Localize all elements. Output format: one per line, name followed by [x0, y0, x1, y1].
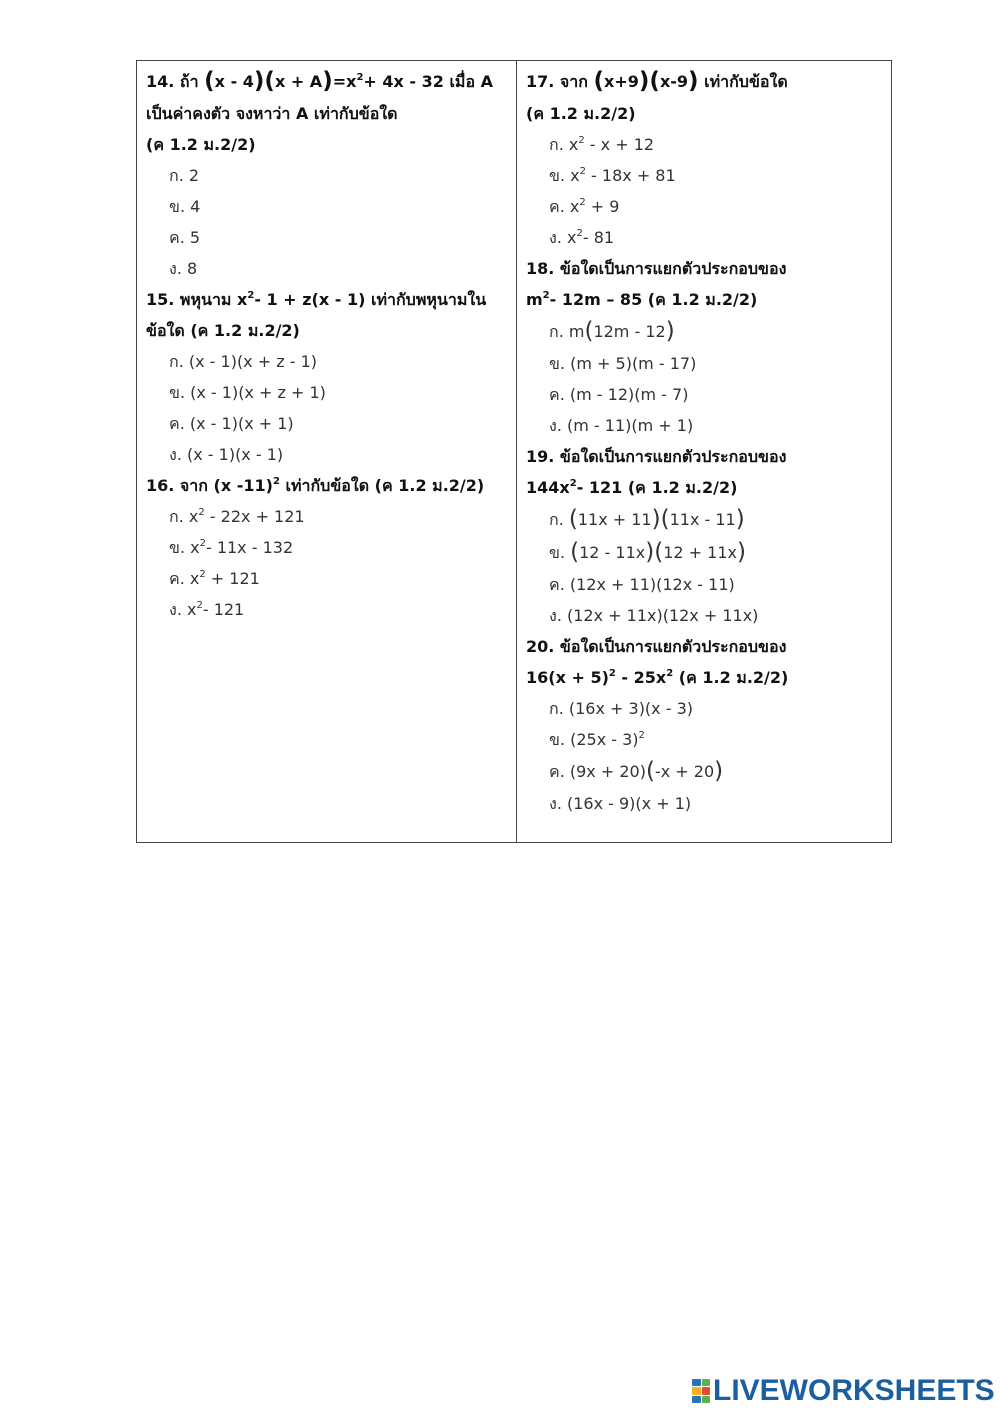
text-run: - 121 (ค 1.2 ม.2/2): [576, 478, 738, 497]
text-run: ค. (12x + 11)(12x - 11): [549, 575, 735, 594]
text-run: ค. x: [549, 197, 580, 216]
text-run: เท่ากับข้อใด: [698, 72, 788, 91]
answer-option[interactable]: [526, 600, 883, 631]
answer-option[interactable]: [146, 253, 508, 284]
large-paren: ): [322, 68, 333, 94]
text-run: 17. จาก: [526, 72, 594, 91]
text-run: - x + 12: [584, 135, 655, 154]
question-table: [136, 60, 892, 843]
large-paren: (: [584, 318, 594, 344]
text-run: (ค 1.2 ม.2/2): [526, 104, 636, 123]
text-run: x + A: [274, 72, 323, 91]
question-text: [526, 98, 883, 129]
question-text: [146, 315, 508, 346]
question-14: [146, 65, 508, 284]
text-run: ก. x: [169, 507, 199, 526]
superscript: 2: [579, 166, 586, 177]
superscript: 2: [198, 507, 205, 518]
text-run: + 121: [205, 569, 260, 588]
answer-option[interactable]: [526, 160, 883, 191]
answer-option[interactable]: [146, 563, 508, 594]
large-paren: ): [651, 506, 661, 532]
answer-option[interactable]: [146, 160, 508, 191]
text-run: ก. 2: [169, 166, 200, 185]
text-run: ข้อใด (ค 1.2 ม.2/2): [146, 321, 300, 340]
text-run: 16. จาก (x -11): [146, 476, 273, 495]
answer-option[interactable]: [526, 129, 883, 160]
answer-option[interactable]: [526, 379, 883, 410]
text-run: + 9: [585, 197, 620, 216]
question-19: [526, 441, 883, 631]
text-run: - 11x - 132: [205, 538, 294, 557]
text-run: ข. (m + 5)(m - 17): [549, 354, 697, 373]
question-17: [526, 65, 883, 253]
superscript: 2: [666, 668, 674, 679]
text-run: 14. ถ้า: [146, 72, 205, 91]
answer-option[interactable]: [146, 377, 508, 408]
large-paren: ): [735, 506, 745, 532]
text-run: ข. 4: [169, 197, 201, 216]
text-run: -x + 20: [654, 762, 715, 781]
superscript: 2: [247, 290, 255, 301]
question-18: [526, 253, 883, 441]
large-paren: (: [645, 758, 655, 784]
large-paren: (: [660, 506, 670, 532]
text-run: - 25x: [615, 668, 667, 687]
answer-option[interactable]: [526, 222, 883, 253]
answer-option[interactable]: [146, 532, 508, 563]
text-run: ค. (x - 1)(x + 1): [169, 414, 294, 433]
text-run: ค. 5: [169, 228, 201, 247]
answer-option[interactable]: [146, 594, 508, 625]
logo-text: LIVEWORKSHEETS: [713, 1374, 995, 1407]
text-run: x+9: [604, 72, 639, 91]
superscript: 2: [196, 600, 203, 611]
text-run: 18. ข้อใดเป็นการแยกตัวประกอบของ: [526, 259, 787, 278]
answer-option[interactable]: [526, 503, 883, 536]
question-text: [526, 472, 883, 503]
text-run: ข.: [549, 543, 571, 562]
text-run: (ค 1.2 ม.2/2): [673, 668, 789, 687]
text-run: ค. (m - 12)(m - 7): [549, 385, 689, 404]
left-column: [137, 61, 517, 842]
text-run: ง. (12x + 11x)(12x + 11x): [549, 606, 759, 625]
answer-option[interactable]: [146, 222, 508, 253]
large-paren: ): [714, 758, 724, 784]
answer-option[interactable]: [526, 724, 883, 755]
large-paren: ): [638, 68, 650, 94]
question-text: [146, 65, 508, 98]
answer-option[interactable]: [526, 410, 883, 441]
large-paren: (: [568, 506, 578, 532]
text-run: - 121: [202, 600, 245, 619]
text-run: ค. (9x + 20): [549, 762, 646, 781]
superscript: 2: [542, 290, 550, 301]
text-run: (ค 1.2 ม.2/2): [146, 135, 256, 154]
question-text: [146, 284, 508, 315]
text-run: ง. (x - 1)(x - 1): [169, 445, 284, 464]
large-paren: (: [264, 68, 275, 94]
large-paren: (: [649, 68, 660, 94]
text-run: - 12m – 85 (ค 1.2 ม.2/2): [549, 290, 758, 309]
answer-option[interactable]: [526, 348, 883, 379]
large-paren: (: [204, 68, 215, 94]
text-run: ง. x: [169, 600, 197, 619]
text-run: เท่ากับข้อใด (ค 1.2 ม.2/2): [279, 476, 485, 495]
question-text: [526, 631, 883, 662]
text-run: 144x: [526, 478, 570, 497]
liveworksheets-logo: [692, 1374, 995, 1408]
text-run: ข. x: [549, 166, 580, 185]
answer-option[interactable]: [146, 191, 508, 222]
answer-option[interactable]: [526, 191, 883, 222]
text-run: ก. (16x + 3)(x - 3): [549, 699, 694, 718]
text-run: - 22x + 121: [204, 507, 305, 526]
text-run: 12m - 12: [593, 322, 666, 341]
text-run: =x: [332, 72, 357, 91]
text-run: ข. (25x - 3): [549, 730, 639, 749]
question-text: [146, 470, 508, 501]
text-run: ก.: [549, 510, 569, 529]
text-run: 12 - 11x: [579, 543, 646, 562]
question-text: [146, 129, 508, 160]
question-text: [526, 65, 883, 98]
answer-option[interactable]: [146, 408, 508, 439]
large-paren: ): [736, 539, 746, 565]
text-run: ง. 8: [169, 259, 198, 278]
question-text: [526, 253, 883, 284]
question-text: [526, 284, 883, 315]
answer-option[interactable]: [526, 569, 883, 600]
text-run: ข. (x - 1)(x + z + 1): [169, 383, 326, 402]
answer-option[interactable]: [146, 439, 508, 470]
text-run: ค. x: [169, 569, 200, 588]
question-text: [526, 662, 883, 693]
text-run: - 1 + z(x - 1) เท่ากับพหุนามใน: [254, 290, 487, 309]
text-run: ง. (16x - 9)(x + 1): [549, 794, 692, 813]
superscript: 2: [638, 730, 645, 741]
superscript: 2: [578, 135, 585, 146]
question-20: [526, 631, 883, 819]
text-run: ข. x: [169, 538, 200, 557]
question-text: [526, 441, 883, 472]
answer-option[interactable]: [526, 693, 883, 724]
text-run: ก. m: [549, 322, 585, 341]
superscript: 2: [569, 478, 577, 489]
large-paren: ): [253, 68, 265, 94]
text-run: 11x - 11: [669, 510, 736, 529]
answer-option[interactable]: [526, 315, 883, 348]
large-paren: (: [570, 539, 580, 565]
answer-option[interactable]: [146, 501, 508, 532]
text-run: 11x + 11: [577, 510, 652, 529]
text-run: 16(x + 5): [526, 668, 609, 687]
superscript: 2: [356, 72, 364, 83]
superscript: 2: [576, 228, 583, 239]
text-run: 19. ข้อใดเป็นการแยกตัวประกอบของ: [526, 447, 787, 466]
superscript: 2: [199, 569, 206, 580]
text-run: + 4x - 32 เมื่อ A: [363, 72, 494, 91]
text-run: ก. x: [549, 135, 579, 154]
superscript: 2: [579, 197, 586, 208]
text-run: - 81: [582, 228, 615, 247]
large-paren: ): [645, 539, 655, 565]
question-15: [146, 284, 508, 470]
superscript: 2: [608, 668, 616, 679]
right-column: [517, 61, 891, 842]
text-run: 20. ข้อใดเป็นการแยกตัวประกอบของ: [526, 637, 787, 656]
question-text: [146, 98, 508, 129]
large-paren: ): [665, 318, 675, 344]
answer-option[interactable]: [146, 346, 508, 377]
text-run: m: [526, 290, 543, 309]
text-run: ก. (x - 1)(x + z - 1): [169, 352, 317, 371]
text-run: x - 4: [214, 72, 254, 91]
large-paren: ): [688, 68, 699, 94]
text-run: ง. (m - 11)(m + 1): [549, 416, 694, 435]
text-run: ง. x: [549, 228, 577, 247]
logo-mark-icon: [692, 1379, 710, 1403]
answer-option[interactable]: [526, 755, 883, 788]
text-run: 15. พหุนาม x: [146, 290, 248, 309]
large-paren: (: [654, 539, 664, 565]
large-paren: (: [593, 68, 605, 94]
answer-option[interactable]: [526, 536, 883, 569]
superscript: 2: [272, 476, 280, 487]
answer-option[interactable]: [526, 788, 883, 819]
text-run: 12 + 11x: [663, 543, 737, 562]
superscript: 2: [199, 538, 206, 549]
text-run: x-9: [659, 72, 689, 91]
text-run: - 18x + 81: [585, 166, 676, 185]
question-16: [146, 470, 508, 625]
text-run: เป็นค่าคงตัว จงหาว่า A เท่ากับข้อใด: [146, 104, 398, 123]
